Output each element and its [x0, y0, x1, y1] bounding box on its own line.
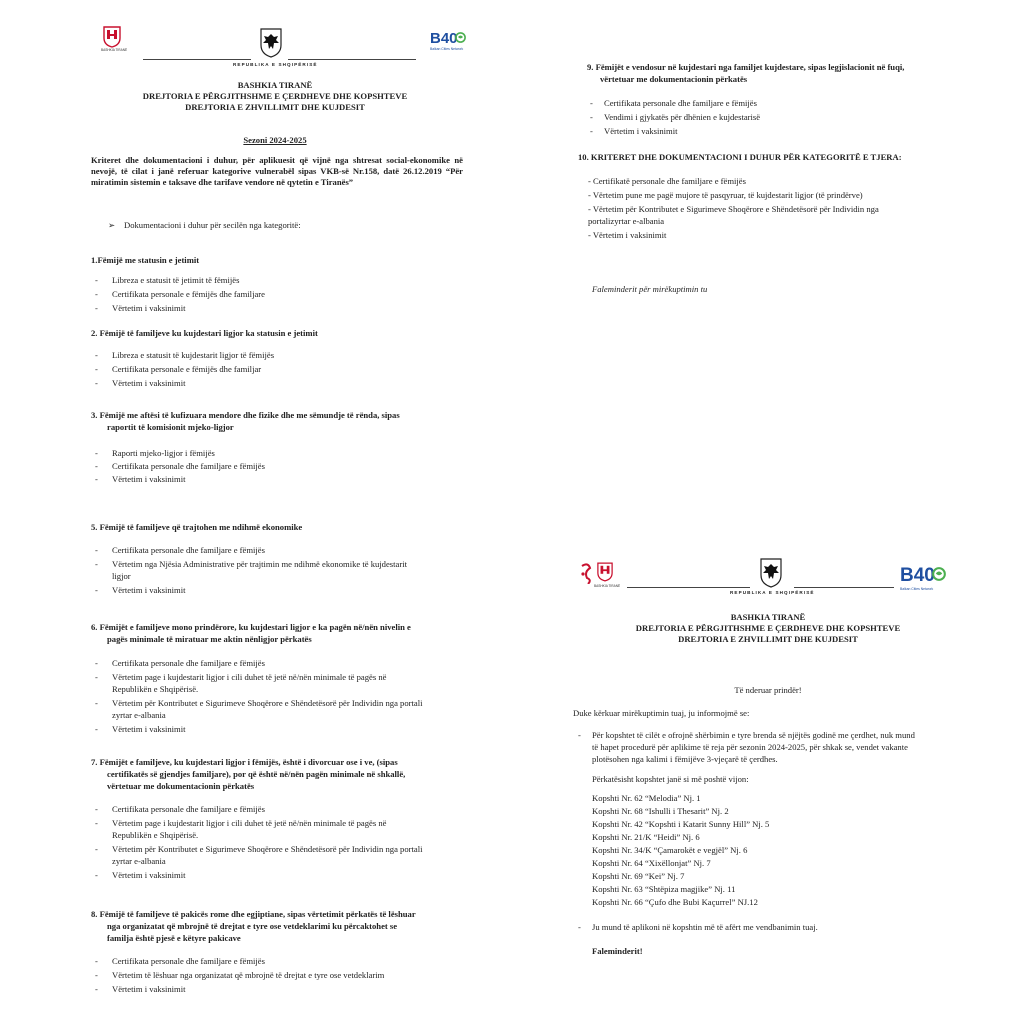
bullet-dash: - [578, 730, 581, 740]
list-item-cont: zyrtar e-albania [112, 710, 166, 720]
bullet-dash: - [590, 112, 593, 122]
header-rule-right [794, 587, 894, 588]
category-5-title: 5. Fëmijë të familjeve që trajtohen me ndihmë ekonomike [91, 522, 303, 532]
bullet-dash: - [95, 461, 98, 471]
list-item-cont: Republikën e Shqipërisë. [112, 830, 199, 840]
list-item: Vendimi i gjykatës për dhënien e kujdestarisë [604, 112, 761, 122]
list-item-cont: Republikën e Shqipërisë. [112, 684, 199, 694]
globe-icon [455, 32, 466, 43]
bullet-dash: - [95, 724, 98, 734]
globe-icon [932, 567, 946, 581]
list-item: Kopshti Nr. 66 “Çufo dhe Bubi Kaçurrel” NJ.12 [592, 897, 758, 907]
bashkia-tirane-logo [101, 26, 128, 56]
bullet-dash: - [590, 98, 593, 108]
bullet-dash: - [95, 275, 98, 285]
category-1-title: 1.Fëmijë me statusin e jetimit [91, 255, 200, 265]
list-item: Certifikata personale dhe familjare e fëmijës [112, 545, 265, 555]
bullet-dash: - [95, 970, 98, 980]
bullet-dash: - [95, 303, 98, 313]
bashkia-tirane-logo [580, 562, 621, 594]
bullet-dash: - [95, 844, 98, 854]
ribbon-icon [580, 562, 594, 584]
list-item: Libreza e statusit të jetimit të fëmijës [112, 275, 240, 285]
list-item: Raporti mjeko-ligjor i fëmijës [112, 448, 215, 458]
list-item-cont: zyrtar e-albania [112, 856, 166, 866]
directorate-general-title: DREJTORIA E PËRGJITHSHME E ÇERDHEVE DHE KOPSHTEVE [142, 91, 408, 101]
bullet-dash: - [95, 804, 98, 814]
directorate-care-title: DREJTORIA E ZHVILLIMIT DHE KUJDESIT [678, 634, 858, 644]
list-item: Certifikata personale dhe familjare e fëmijës [112, 658, 265, 668]
bullet-dash: - [95, 870, 98, 880]
list-item: - Certifikatë personale dhe familjare e fëmijës [588, 176, 746, 186]
category-3-title-cont: raportit të komisionit mjeko-ligjor [107, 422, 234, 432]
republika-text: REPUBLIKA E SHQIPËRISË [730, 590, 815, 595]
list-item: - Vërtetim i vaksinimit [588, 230, 667, 240]
category-7-title-cont: certifikatës së gjendjes familjare), por që është në/nën pagën minimale në shkallë, [107, 769, 406, 779]
category-9-title: 9. Fëmijët e vendosur në kujdestari nga familjet kujdestare, sipas legjislacionit në fuqi, [587, 62, 905, 72]
notice-paragraph-cont: të hapet procedurë për aplikime të reja për sezonin 2024-2025, për shkak se, vendet vakante [592, 742, 908, 752]
header-rule-left [143, 59, 251, 60]
right-bottom-document-page [512, 548, 1024, 1024]
apply-note: Ju mund të aplikoni në kopshtin më të afërt me vendbanimin tuaj. [592, 922, 818, 932]
list-item: Kopshti Nr. 64 “Xixëllonjat” Nj. 7 [592, 858, 711, 868]
list-item: Certifikata personale e fëmijës dhe familjare [112, 289, 265, 299]
intro-line: Duke kërkuar mirëkuptimin tuaj, ju informojmë se: [573, 708, 750, 718]
bullet-dash: - [95, 474, 98, 484]
b40-subtitle: Balkan Cities Network [900, 587, 934, 591]
list-item: Vërtetim i vaksinimit [112, 474, 186, 484]
list-item: Vërtetim i vaksinimit [112, 585, 186, 595]
bullet-dash: - [590, 126, 593, 136]
list-item: Kopshti Nr. 63 “Shtëpiza magjike” Nj. 11 [592, 884, 736, 894]
list-item: Vërtetim i vaksinimit [112, 303, 186, 313]
list-item: Certifikata personale dhe familjare e fëmijës [604, 98, 757, 108]
tirana-coat-icon [103, 26, 121, 48]
intro-paragraph: Kriteret dhe dokumentacioni i duhur, për aplikuesit që vijnë nga shtresat social-ekonomike në nevojë, të cilat i janë referuar kategorive vulnerabël sipas VKB-së Nr.158, datë 26.12.2019 “Për miratimin sistemin e taksave dhe tarifave vendore në qytetin e Tiranës” [91, 155, 463, 187]
right-top-document-page [512, 0, 1024, 300]
b40-text: B40 [900, 565, 935, 586]
list-item: - Vërtetim për Kontributet e Sigurimeve Shoqërore e Shëndetësorë për Individin nga [588, 204, 879, 214]
list-item: Kopshti Nr. 34/K “Çamarokët e vegjël” Nj. 6 [592, 845, 748, 855]
category-8-title-cont-2: familja është pjesë e këtyre pakicave [107, 933, 241, 943]
list-item: Kopshti Nr. 62 “Melodia” Nj. 1 [592, 793, 701, 803]
list-item: - Vërtetim pune me pagë mujore të pasqyruar, të kujdestarit ligjor (të prindërve) [588, 190, 863, 200]
closing-thanks: Faleminderit! [592, 946, 643, 956]
list-item: Certifikata personale dhe familjare e fëmijës [112, 804, 265, 814]
bullet-dash: - [95, 448, 98, 458]
bullet-dash: - [95, 545, 98, 555]
list-item-cont: ligjor [112, 571, 131, 581]
category-6-title: 6. Fëmijët e familjeve mono prindërore, ku kujdestari ligjor e ka pagën në/nën nivelin e [91, 622, 411, 632]
list-item: Certifikata personale dhe familjare e fëmijës [112, 956, 265, 966]
category-8-title: 8. Fëmijë të familjeve të pakicës rome dhe egjiptiane, sipas vërtetimit përkatës të lëshuar [91, 909, 416, 919]
bullet-dash: - [95, 289, 98, 299]
directorate-care-title: DREJTORIA E ZHVILLIMIT DHE KUJDESIT [185, 102, 365, 112]
bullet-dash: - [95, 658, 98, 668]
greeting: Të nderuar prindër! [734, 685, 802, 695]
doc-intro: Dokumentacioni i duhur për secilën nga kategoritë: [124, 220, 301, 230]
thanks-note: Faleminderit për mirëkuptimin tu [592, 284, 708, 294]
bullet-dash: - [95, 585, 98, 595]
category-6-title-cont: pagës minimale të miratuar me aktin nënligjor përkatës [107, 634, 312, 644]
list-item: Vërtetim page i kujdestarit ligjor i cili duhet të jetë në/nën minimale të pagës në [112, 672, 387, 682]
list-item: Kopshti Nr. 68 “Ishulli i Thesarit” Nj. 2 [592, 806, 729, 816]
list-item: Vërtetim për Kontributet e Sigurimeve Shoqërore e Shëndetësorë për Individin nga portali [112, 844, 423, 854]
tirana-coat-icon [597, 562, 613, 582]
republic-emblem [759, 558, 783, 588]
list-item: Vërtetim nga Njësia Administrative për trajtimin me ndihmë ekonomike të kujdestarit [112, 559, 407, 569]
list-item: Vërtetim të lëshuar nga organizatat që mbrojnë të drejtat e tyre ose vetdeklarim [112, 970, 385, 980]
list-item: Kopshti Nr. 69 “Kei” Nj. 7 [592, 871, 685, 881]
republic-emblem [259, 28, 283, 58]
albanian-eagle-icon [259, 28, 283, 58]
b40-logo [900, 565, 950, 593]
category-3-title: 3. Fëmijë me aftësi të kufizuara mendore dhe fizike dhe me sëmundje të rënda, sipas [91, 410, 400, 420]
directorate-general-title: DREJTORIA E PËRGJITHSHME E ÇERDHEVE DHE KOPSHTEVE [635, 623, 901, 633]
bullet-dash: - [95, 818, 98, 828]
list-item: Certifikata personale e fëmijës dhe familjar [112, 364, 262, 374]
list-item: Kopshti Nr. 21/K “Heidi” Nj. 6 [592, 832, 700, 842]
kopshte-list-intro: Përkatësisht kopshtet janë si më poshtë vijon: [592, 774, 749, 784]
season-heading: Sezoni 2024-2025 [243, 135, 307, 145]
category-10-title: 10. KRITERET DHE DOKUMENTACIONI I DUHUR PËR KATEGORITË E TJERA: [578, 152, 902, 162]
category-9-title-cont: vërtetuar me dokumentacionin përkatës [600, 74, 748, 84]
category-7-title: 7. Fëmijët e familjeve, ku kujdestari ligjor i fëmijës, është i divorcuar ose i ve, (sipas [91, 757, 398, 767]
bullet-dash: - [95, 672, 98, 682]
page-title: BASHKIA TIRANË [237, 80, 313, 90]
albanian-eagle-icon [759, 558, 783, 588]
b40-text: B40 [430, 30, 458, 47]
bullet-dash: - [95, 378, 98, 388]
list-item: Vërtetim i vaksinimit [112, 984, 186, 994]
category-7-title-cont-2: vërtetuar me dokumentacionin përkatës [107, 781, 255, 791]
bashkia-caption: BASHKIA TIRANË [101, 48, 128, 52]
list-item: Vërtetim i vaksinimit [112, 378, 186, 388]
list-item: Certifikata personale dhe familjare e fëmijës [112, 461, 265, 471]
bullet-dash: - [95, 956, 98, 966]
b40-subtitle: Balkan Cities Network [430, 47, 464, 51]
bullet-dash: - [95, 350, 98, 360]
b40-logo [430, 30, 470, 54]
list-item: Vërtetim i vaksinimit [112, 870, 186, 880]
republika-text: REPUBLIKA E SHQIPËRISË [233, 62, 318, 67]
notice-paragraph: Për kopshtet të cilët e ofrojnë shërbimin e tyre brenda së njëjtës godinë me çerdhet, nuk mund [592, 730, 915, 740]
list-item: Vërtetim i vaksinimit [604, 126, 678, 136]
header-rule-left [627, 587, 750, 588]
page-title: BASHKIA TIRANË [730, 612, 806, 622]
notice-paragraph-cont-2: plotësohen nga kalimi i fëmijëve 3-vjeçarë të çerdhes. [592, 754, 778, 764]
bullet-dash: - [578, 922, 581, 932]
bullet-dash: - [95, 559, 98, 569]
header-rule-right [288, 59, 416, 60]
category-8-title-cont: nga organizatat që mbrojnë të drejtat e tyre ose vetdeklarimi ku përcaktohet se [107, 921, 398, 931]
list-item: Libreza e statusit të kujdestarit ligjor të fëmijës [112, 350, 275, 360]
doc-intro-arrow-icon: ➢ [108, 220, 116, 230]
bullet-dash: - [95, 364, 98, 374]
list-item: Vërtetim page i kujdestarit ligjor i cili duhet të jetë në/nën minimale të pagës në [112, 818, 387, 828]
bullet-dash: - [95, 984, 98, 994]
bashkia-caption: BASHKIA TIRANË [594, 584, 621, 588]
list-item: Vërtetim për Kontributet e Sigurimeve Shoqërore e Shëndetësorë për Individin nga portali [112, 698, 423, 708]
category-2-title: 2. Fëmijë të familjeve ku kujdestari ligjor ka statusin e jetimit [91, 328, 318, 338]
list-item: Kopshti Nr. 42 “Kopshti i Katarit Sunny Hill” Nj. 5 [592, 819, 770, 829]
list-item: Vërtetim i vaksinimit [112, 724, 186, 734]
list-item-cont: portalizyrtar e-albania [588, 216, 665, 226]
bullet-dash: - [95, 698, 98, 708]
